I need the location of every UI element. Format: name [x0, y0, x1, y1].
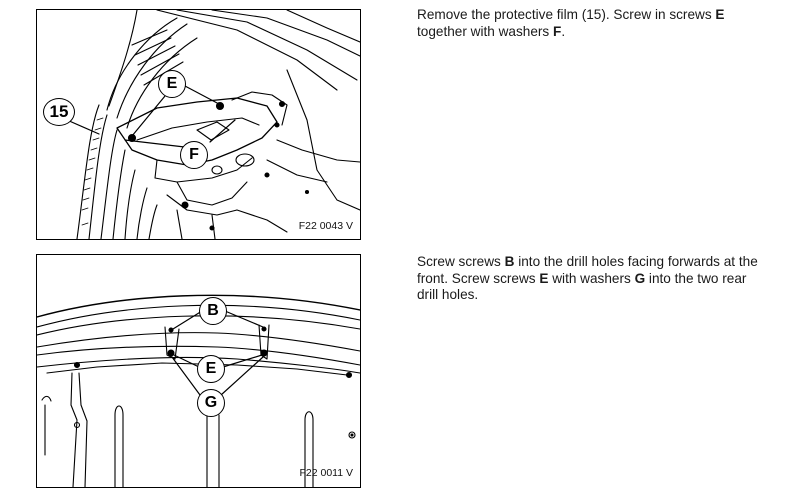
instruction-1-text: . — [561, 23, 566, 39]
callout-part-15: 15 — [43, 98, 75, 126]
instruction-2-text: into the two rear drill holes. — [417, 270, 747, 303]
figure-1 — [36, 9, 361, 240]
figure-2-code: F22 0011 V — [299, 467, 353, 479]
callout-screw-e: E — [197, 355, 225, 383]
instruction-2-text: Screw screws — [417, 254, 505, 269]
figure-1-code: F22 0043 V — [298, 220, 353, 232]
instruction-2-screw-b-key: B — [504, 254, 515, 269]
callout-washer-g: G — [197, 389, 225, 417]
figure-1-drawing — [37, 10, 360, 239]
instruction-1-screw-key: E — [715, 7, 725, 22]
instruction-2-text: with washers — [548, 270, 635, 286]
instruction-1-text: together with washers — [417, 23, 554, 39]
callout-screw-e: E — [158, 70, 186, 98]
instruction-1-text: Remove the protective film (15). Screw in screws — [417, 7, 716, 22]
callout-screw-b: B — [199, 297, 227, 325]
instruction-2-screw-e-key: E — [539, 270, 549, 286]
figure-2 — [36, 254, 361, 488]
instruction-2-washer-g-key: G — [634, 270, 646, 286]
instruction-1 — [417, 7, 767, 40]
instruction-1-washer-key: F — [553, 23, 562, 39]
instruction-2 — [417, 254, 767, 304]
callout-washer-f: F — [180, 141, 208, 169]
instruction-2-text: into the drill holes facing forwards at the front. Screw screws — [417, 254, 758, 286]
